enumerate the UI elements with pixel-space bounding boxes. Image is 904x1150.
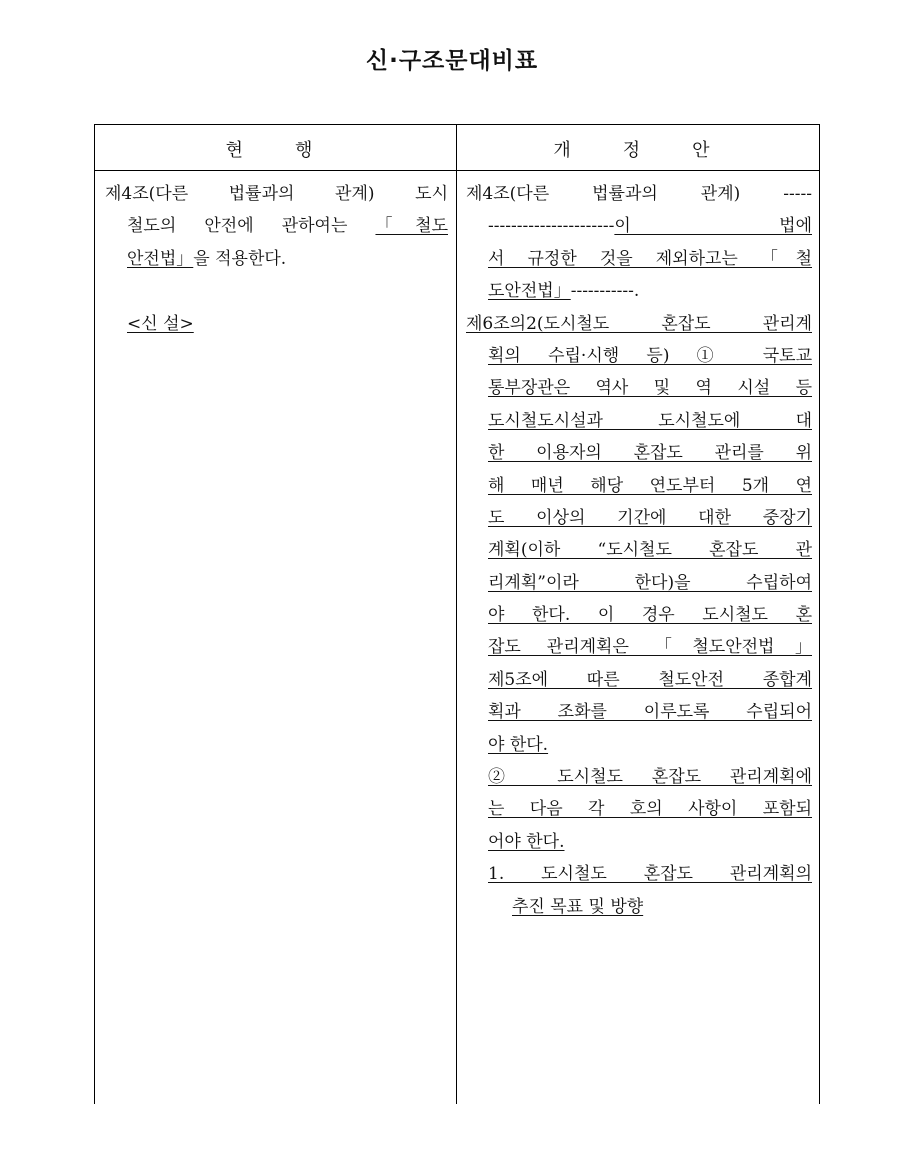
amended-text: 안전법」 [127, 248, 194, 269]
proposed-column [466, 178, 812, 923]
text-span: ---------------------- [488, 216, 615, 237]
amended-text: 통부장관은 역사 및 역 시설 등 [488, 378, 812, 399]
amended-text: 제6조의2(도시철도 혼잡도 관리계 [466, 313, 812, 334]
amended-text: 계획(이하 “도시철도 혼잡도 관 [488, 540, 812, 561]
table-right-border [819, 124, 820, 1104]
amended-text: 이 법에 [614, 216, 812, 237]
proposed-art6-2-line [466, 437, 812, 469]
current-art4-line [105, 243, 448, 275]
proposed-art4-line: 제4조(다른 법률과의 관계) ----- [466, 184, 812, 204]
amended-text: 획의 수립·시행 등) ① 국토교 [488, 345, 812, 366]
amended-text: 서 규정한 것을 제외하고는 「철 [488, 248, 812, 269]
text-span: -----------. [570, 281, 640, 302]
text-span: 철도의 안전에 관하여는 [127, 216, 376, 237]
amended-text: 야 한다. 이 경우 도시철도 혼 [488, 605, 812, 626]
new-provision-mark [105, 308, 448, 340]
table-left-border [94, 124, 95, 1104]
amended-text: 리계획”이라 한다)을 수립하여 [488, 572, 812, 593]
amended-text: 도시철도시설과 도시철도에 대 [488, 410, 812, 431]
amended-text: 도안전법」 [488, 281, 571, 302]
amended-text: 야 한다. [488, 734, 549, 755]
proposed-art6-2-line [466, 502, 812, 534]
proposed-art6-2-line [466, 696, 812, 728]
proposed-art6-2-line [466, 631, 812, 663]
proposed-art6-2-line [466, 405, 812, 437]
proposed-art4-line [466, 243, 812, 275]
proposed-art6-2-line [466, 729, 812, 761]
amended-text: 추진 목표 및 방향 [512, 896, 644, 917]
current-art4-line [105, 210, 448, 242]
spacer-line [105, 275, 448, 307]
proposed-art6-2-line [466, 567, 812, 599]
new-mark-text: <신 설> [127, 313, 194, 334]
table-column-divider [456, 124, 457, 1104]
amended-text: 획과 조화를 이루도록 수립되어 [488, 702, 812, 723]
amended-text: 도 이상의 기간에 대한 중장기 [488, 507, 812, 528]
amended-text: 한 이용자의 혼잡도 관리를 위 [488, 443, 812, 464]
text-span: 을 적용한다. [193, 248, 287, 269]
amended-text: 제5조에 따른 철도안전 종합계 [488, 669, 812, 690]
proposed-art6-2-item1-line [466, 891, 812, 923]
proposed-art6-2-line [466, 372, 812, 404]
proposed-art6-2-line [466, 340, 812, 372]
current-column [105, 178, 448, 340]
proposed-art4-line [466, 275, 812, 307]
proposed-art6-2-line [466, 599, 812, 631]
proposed-art4-line [466, 210, 812, 242]
table-top-border [94, 124, 820, 125]
proposed-art6-2-line [466, 308, 812, 340]
current-art4-line: 제4조(다른 법률과의 관계) 도시 [105, 184, 448, 204]
amended-text: ② 도시철도 혼잡도 관리계획에 [488, 767, 812, 788]
amended-text: 「철도 [375, 216, 448, 237]
header-proposed: 개정안 [553, 140, 762, 161]
amended-text: 해 매년 해당 연도부터 5개 연 [488, 475, 812, 496]
amended-text: 잡도 관리계획은 「철도안전법」 [488, 637, 812, 658]
amended-text: 는 다음 각 호의 사항이 포함되 [488, 799, 812, 820]
header-current: 현행 [225, 140, 365, 161]
proposed-art6-2-para2-line [466, 793, 812, 825]
amended-text: 어야 한다. [488, 831, 565, 852]
page-title: 신·구조문대비표 [365, 48, 539, 74]
proposed-art6-2-para2-line [466, 826, 812, 858]
amended-text: 1. 도시철도 혼잡도 관리계획의 [488, 864, 812, 885]
proposed-art6-2-line [466, 664, 812, 696]
proposed-art6-2-item1-line [466, 858, 812, 890]
table-header-divider [94, 170, 820, 171]
proposed-art6-2-line [466, 470, 812, 502]
proposed-art6-2-line [466, 534, 812, 566]
proposed-art6-2-para2-line [466, 761, 812, 793]
